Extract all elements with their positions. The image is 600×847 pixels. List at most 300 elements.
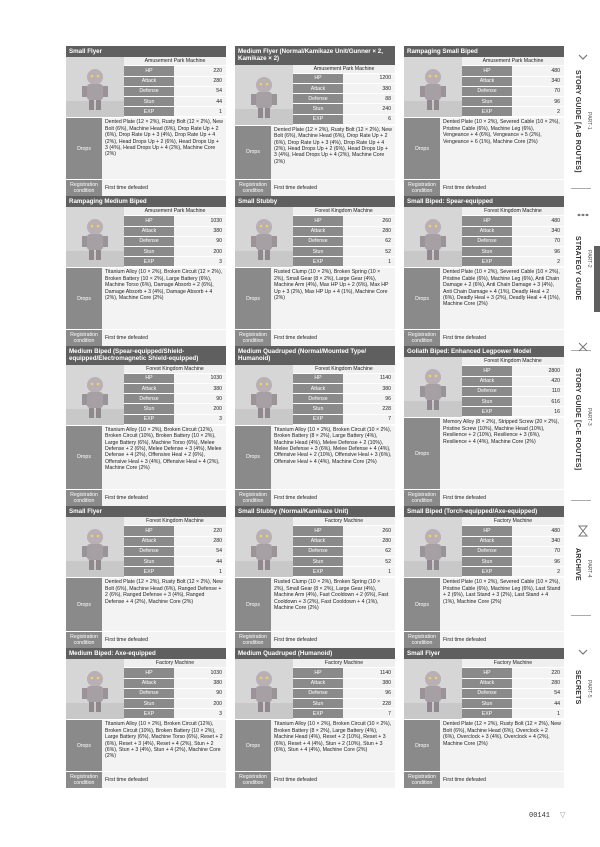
drops-label: Drops xyxy=(235,578,271,631)
registration-row xyxy=(235,772,395,788)
enemy-summary xyxy=(66,207,226,267)
stat-label: Defense xyxy=(462,689,512,698)
stat-label: HP xyxy=(293,216,343,225)
stat-label: Stun xyxy=(462,247,512,256)
stat-value: 228 xyxy=(343,404,395,413)
stat-label: Stun xyxy=(462,699,512,708)
enemy-summary xyxy=(404,57,564,117)
stat-label: HP xyxy=(124,66,174,75)
stat-table xyxy=(124,517,226,577)
stat-row xyxy=(293,115,395,125)
stat-label: Defense xyxy=(462,87,512,96)
registration-text: First time defeated xyxy=(102,772,226,788)
enemy-card xyxy=(66,506,226,648)
stat-label: HP xyxy=(124,668,174,677)
enemy-summary xyxy=(66,659,226,719)
stat-label: HP xyxy=(462,366,512,375)
drops-label: Drops xyxy=(404,578,440,631)
drops-text: Dented Plate (10 × 2%), Severed Cable (10 × 2%), Pristine Cable (6%), Machine Leg (6%), Last Stand + 2 (6%), Last Stand + 3 (2%), Last Stand + 4 (1%), Machine Core (2%) xyxy=(440,578,564,631)
enemy-name: Small Flyer xyxy=(66,506,226,517)
stat-label: Attack xyxy=(124,227,174,236)
registration-label: Registration condition xyxy=(404,490,440,506)
stat-label: Defense xyxy=(293,237,343,246)
robot-portrait xyxy=(404,659,462,719)
stat-label: Defense xyxy=(293,94,343,103)
stat-label: Stun xyxy=(293,104,343,113)
stat-table xyxy=(462,517,564,577)
drops-label: Drops xyxy=(235,426,271,489)
registration-row xyxy=(235,632,395,648)
chevron-icon xyxy=(576,645,590,659)
stat-table xyxy=(293,517,395,577)
hourglass-icon xyxy=(576,524,590,538)
stat-value: 1140 xyxy=(343,374,395,383)
stat-label: Attack xyxy=(462,227,512,236)
registration-text: First time defeated xyxy=(102,180,226,196)
enemy-card xyxy=(66,346,226,506)
drops-text: Dented Plate (12 × 2%), Rusty Bolt (12 × 2%), New Bolt (6%), Machine Head (6%), Drop Rate Up + 2 (6%), Drop Rate Up + 3 (4%), Drop Rate Up + 4 (2%), Head Drops Up + 2 (6%), Head Drops Up + 3 (4%), Head Drops Up + 4 (2%), Machine Core (2%) xyxy=(102,118,226,179)
enemy-location: Forest Kingdom Machine xyxy=(293,207,395,216)
registration-text: First time defeated xyxy=(440,330,564,346)
stat-value: 200 xyxy=(174,247,226,256)
stat-label: EXP xyxy=(124,257,174,266)
stat-row xyxy=(462,216,564,226)
stat-value: 54 xyxy=(174,547,226,556)
stat-label: Stun xyxy=(124,699,174,708)
stat-value: 340 xyxy=(512,77,564,86)
robot-portrait xyxy=(66,659,124,719)
page-chevron-icon: ▽ xyxy=(560,812,566,819)
stat-label: Defense xyxy=(124,547,174,556)
drops-row xyxy=(404,118,564,179)
enemy-card xyxy=(404,346,564,506)
stat-value: 220 xyxy=(174,66,226,75)
stat-row xyxy=(293,526,395,536)
stat-label: Attack xyxy=(293,384,343,393)
chapter-sidebar xyxy=(568,40,600,820)
stat-value: 280 xyxy=(174,77,226,86)
stat-label: EXP xyxy=(124,107,174,116)
stat-row xyxy=(293,216,395,226)
robot-portrait xyxy=(66,517,124,577)
stat-label: HP xyxy=(462,66,512,75)
stat-label: EXP xyxy=(462,257,512,266)
robot-portrait xyxy=(235,659,293,719)
stat-row xyxy=(462,227,564,237)
stat-label: Attack xyxy=(293,537,343,546)
stat-value: 90 xyxy=(174,394,226,403)
drops-row xyxy=(404,268,564,329)
enemy-location: Amusement Park Machine xyxy=(293,65,395,74)
robot-portrait xyxy=(66,365,124,425)
stat-value: 1 xyxy=(343,567,395,576)
stat-row xyxy=(124,567,226,577)
stat-label: EXP xyxy=(293,115,343,124)
stat-label: Defense xyxy=(124,237,174,246)
registration-row xyxy=(404,632,564,648)
stat-label: Attack xyxy=(124,679,174,688)
sidebar-section-part: PART-2 xyxy=(586,250,592,268)
stat-value: 96 xyxy=(512,97,564,106)
stat-value: 1140 xyxy=(343,668,395,677)
stat-value: 2 xyxy=(512,107,564,116)
stat-value: 420 xyxy=(512,377,564,386)
sidebar-section-title[interactable]: STORY GUIDE [C-E ROUTES] xyxy=(574,368,581,471)
stat-row xyxy=(293,689,395,699)
enemy-name: Goliath Biped: Enhanced Legpower Model xyxy=(404,346,564,357)
stat-value: 3 xyxy=(174,257,226,266)
registration-label: Registration condition xyxy=(66,772,102,788)
registration-row xyxy=(404,772,564,788)
enemy-summary xyxy=(404,357,564,417)
enemy-summary xyxy=(66,517,226,577)
enemy-name: Rampaging Medium Biped xyxy=(66,196,226,207)
stat-value: 96 xyxy=(343,689,395,698)
drops-label: Drops xyxy=(66,118,102,179)
enemy-location: Factory Machine xyxy=(462,517,564,526)
enemy-card xyxy=(66,46,226,196)
stat-table xyxy=(462,207,564,267)
registration-text: First time defeated xyxy=(440,632,564,648)
stat-row xyxy=(293,668,395,678)
robot-portrait xyxy=(404,517,462,577)
drops-label: Drops xyxy=(404,118,440,179)
stat-row xyxy=(462,77,564,87)
registration-text: First time defeated xyxy=(271,490,395,506)
stat-row xyxy=(462,557,564,567)
stat-value: 380 xyxy=(174,679,226,688)
enemy-location: Forest Kingdom Machine xyxy=(462,207,564,216)
registration-label: Registration condition xyxy=(66,180,102,196)
stat-row xyxy=(462,377,564,387)
stat-value: 7 xyxy=(343,415,395,424)
stat-value: 340 xyxy=(512,537,564,546)
enemy-summary xyxy=(66,57,226,117)
enemy-card xyxy=(404,196,564,346)
drops-label: Drops xyxy=(404,720,440,771)
stat-value: 280 xyxy=(512,679,564,688)
stat-row xyxy=(293,394,395,404)
stat-label: Defense xyxy=(293,547,343,556)
enemy-card xyxy=(235,196,395,346)
stat-row xyxy=(293,74,395,84)
enemy-card xyxy=(66,648,226,788)
registration-row xyxy=(66,772,226,788)
enemy-name: Medium Quadruped (Normal/Mounted Type/ Humanoid) xyxy=(235,346,395,365)
sidebar-divider xyxy=(571,500,591,501)
stat-row xyxy=(293,709,395,719)
sidebar-section-title[interactable]: SECRETS xyxy=(574,670,581,705)
enemy-name: Small Stubby xyxy=(235,196,395,207)
drops-row xyxy=(235,268,395,329)
registration-row xyxy=(66,330,226,346)
stat-value: 54 xyxy=(174,87,226,96)
registration-label: Registration condition xyxy=(404,632,440,648)
stat-value: 62 xyxy=(343,237,395,246)
stat-row xyxy=(293,384,395,394)
registration-text: First time defeated xyxy=(440,772,564,788)
stat-label: HP xyxy=(293,526,343,535)
stat-table xyxy=(462,57,564,117)
robot-portrait xyxy=(235,65,293,125)
stat-label: EXP xyxy=(124,709,174,718)
registration-row xyxy=(66,632,226,648)
drops-text: Dented Plate (12 × 2%), Rusty Bolt (12 × 2%), New Bolt (6%), Machine Head (6%), Ranged Defense + 2 (6%), Ranged Defense + 3 (4%), Ranged Defense + 4 (2%), Machine Core (2%) xyxy=(102,578,226,631)
stat-row xyxy=(293,567,395,577)
stat-label: Defense xyxy=(462,237,512,246)
robot-portrait xyxy=(235,517,293,577)
stat-label: HP xyxy=(293,374,343,383)
stat-value: 340 xyxy=(512,227,564,236)
enemy-portrait xyxy=(235,65,293,125)
robot-portrait xyxy=(404,57,462,117)
stat-value: 44 xyxy=(174,97,226,106)
stat-label: Stun xyxy=(462,397,512,406)
registration-label: Registration condition xyxy=(235,330,271,346)
drops-label: Drops xyxy=(404,418,440,489)
stat-value: 380 xyxy=(343,84,395,93)
stat-label: HP xyxy=(293,668,343,677)
stat-label: Stun xyxy=(124,404,174,413)
sidebar-section-part: PART-3 xyxy=(586,408,592,426)
stat-label: Stun xyxy=(293,699,343,708)
sidebar-section-title[interactable]: ARCHIVE xyxy=(574,548,581,581)
stat-label: Attack xyxy=(293,679,343,688)
registration-label: Registration condition xyxy=(66,632,102,648)
stat-row xyxy=(462,526,564,536)
stat-value: 200 xyxy=(174,404,226,413)
stat-row xyxy=(124,227,226,237)
stat-value: 1 xyxy=(512,709,564,718)
cross-icon xyxy=(576,340,590,354)
drops-row xyxy=(404,720,564,771)
stat-row xyxy=(124,247,226,257)
stat-value: 90 xyxy=(174,237,226,246)
robot-portrait xyxy=(404,357,462,417)
enemy-location: Factory Machine xyxy=(293,517,395,526)
registration-text: First time defeated xyxy=(271,330,395,346)
enemy-card xyxy=(235,46,395,196)
stat-value: 62 xyxy=(343,547,395,556)
stat-label: Defense xyxy=(293,394,343,403)
registration-row xyxy=(235,180,395,196)
stat-value: 220 xyxy=(174,526,226,535)
enemy-name: Medium Biped: Axe-equipped xyxy=(66,648,226,659)
stat-row xyxy=(124,87,226,97)
stat-value: 280 xyxy=(174,537,226,546)
stat-row xyxy=(124,257,226,267)
stat-row xyxy=(462,567,564,577)
stat-row xyxy=(462,547,564,557)
stat-label: HP xyxy=(462,526,512,535)
stat-row xyxy=(462,407,564,417)
enemy-location: Factory Machine xyxy=(124,659,226,668)
drops-row xyxy=(235,720,395,771)
enemy-card-grid xyxy=(66,46,564,798)
stat-value: 380 xyxy=(343,679,395,688)
sidebar-section-part: PART-4 xyxy=(586,560,592,578)
stat-row xyxy=(293,679,395,689)
enemy-summary xyxy=(66,365,226,425)
enemy-portrait xyxy=(404,207,462,267)
stat-label: Attack xyxy=(462,537,512,546)
drops-row xyxy=(235,578,395,631)
stat-row xyxy=(462,397,564,407)
enemy-portrait xyxy=(235,517,293,577)
drops-text: Titanium Alloy (10 × 2%), Broken Circuit (10 × 2%), Broken Battery (8 × 2%), Large Battery (4%), Machine Head (4%), Reset + 2 (10%), Reset + 3 (6%), Reset + 4 (4%), Stun + 2 (10%), Stun + 3 (6%), Stun + 4 (4%), Machine Core (2%) xyxy=(271,720,395,771)
stat-value: 1200 xyxy=(343,74,395,83)
drops-text: Dented Plate (10 × 2%), Severed Cable (10 × 2%), Pristine Cable (6%), Machine Leg (6%), Vengeance + 4 (6%), Vengeance + 5 (2%), Vengeance + 6 (1%), Machine Core (2%) xyxy=(440,118,564,179)
stat-label: EXP xyxy=(462,567,512,576)
enemy-name: Medium Quadruped (Humanoid) xyxy=(235,648,395,659)
enemy-portrait xyxy=(235,659,293,719)
stat-row xyxy=(293,247,395,257)
enemy-portrait xyxy=(404,357,462,417)
enemy-summary xyxy=(235,517,395,577)
stat-value: 228 xyxy=(343,699,395,708)
stat-label: EXP xyxy=(124,415,174,424)
enemy-portrait xyxy=(404,57,462,117)
stat-row xyxy=(462,237,564,247)
enemy-location: Factory Machine xyxy=(293,659,395,668)
drops-row xyxy=(404,418,564,489)
stat-label: Attack xyxy=(124,537,174,546)
stat-row xyxy=(293,104,395,114)
drops-row xyxy=(66,720,226,771)
active-section-marker xyxy=(594,246,600,312)
stat-label: Attack xyxy=(462,77,512,86)
stat-value: 96 xyxy=(343,394,395,403)
enemy-portrait xyxy=(66,517,124,577)
drops-label: Drops xyxy=(66,268,102,329)
stat-value: 6 xyxy=(343,115,395,124)
enemy-card xyxy=(66,196,226,346)
registration-row xyxy=(404,330,564,346)
robot-portrait xyxy=(66,207,124,267)
stat-value: 1 xyxy=(174,107,226,116)
drops-text: Titanium Alloy (10 × 2%), Broken Circuit (12%), Broken Circuit (10%), Broken Battery (10 × 2%), Large Battery (6%), Machine Torso (6%), Melee Defense + 2 (6%), Melee Defense + 3 (4%), Melee Defense + 4 (2%), Offensive Heal + 2 (6%), Offensive Heal + 3 (4%), Offensive Heal + 4 (2%), Machine Core (2%) xyxy=(102,426,226,489)
registration-label: Registration condition xyxy=(235,632,271,648)
stat-value: 16 xyxy=(512,407,564,416)
robot-portrait xyxy=(235,365,293,425)
sidebar-section-part: PART-5 xyxy=(586,680,592,698)
stat-row xyxy=(124,668,226,678)
registration-text: First time defeated xyxy=(102,632,226,648)
enemy-portrait xyxy=(66,207,124,267)
stat-row xyxy=(124,97,226,107)
stat-value: 70 xyxy=(512,87,564,96)
stat-row xyxy=(462,87,564,97)
stat-value: 260 xyxy=(343,526,395,535)
stat-value: 3 xyxy=(174,709,226,718)
stat-row xyxy=(462,387,564,397)
enemy-location: Factory Machine xyxy=(462,659,564,668)
registration-row xyxy=(404,180,564,196)
sidebar-section-title[interactable]: STORY GUIDE [A-B ROUTES] xyxy=(574,70,581,173)
stat-table xyxy=(293,365,395,425)
enemy-card xyxy=(404,506,564,648)
stat-row xyxy=(462,366,564,376)
enemy-card xyxy=(235,648,395,788)
registration-row xyxy=(235,330,395,346)
dots-icon xyxy=(576,208,590,222)
stat-row xyxy=(124,526,226,536)
stat-table xyxy=(293,207,395,267)
drops-label: Drops xyxy=(235,126,271,179)
stat-row xyxy=(124,77,226,87)
enemy-location: Amusement Park Machine xyxy=(124,57,226,66)
sidebar-section-part: PART-1 xyxy=(586,112,592,130)
sidebar-section-title[interactable]: STRATEGY GUIDE xyxy=(574,236,581,301)
enemy-location: Forest Kingdom Machine xyxy=(124,365,226,374)
stat-value: 200 xyxy=(174,699,226,708)
stat-label: Stun xyxy=(462,97,512,106)
registration-label: Registration condition xyxy=(66,490,102,506)
stat-row xyxy=(293,84,395,94)
stat-value: 2 xyxy=(512,567,564,576)
drops-text: Titanium Alloy (10 × 2%), Broken Circuit (12%), Broken Circuit (10%), Broken Battery (10 × 2%), Large Battery (6%), Machine Torso (6%), Reset + 2 (6%), Reset + 3 (4%), Reset + 4 (2%), Stun + 2 (6%), Stun + 3 (4%), Stun + 4 (2%), Machine Core (2%) xyxy=(102,720,226,771)
stat-row xyxy=(124,394,226,404)
stat-value: 110 xyxy=(512,387,564,396)
stat-value: 70 xyxy=(512,237,564,246)
registration-text: First time defeated xyxy=(440,180,564,196)
drops-text: Titanium Alloy (10 × 2%), Broken Circuit (10 × 2%), Broken Battery (8 × 2%), Large Battery (4%), Machine Head (4%), Melee Defense + 2 (10%), Melee Defense + 3 (6%), Melee Defense + 4 (4%), Offensive Heal + 2 (10%), Offensive Heal + 3 (6%), Offensive Heal + 4 (4%), Machine Core (2%) xyxy=(271,426,395,489)
stat-row xyxy=(124,415,226,425)
drops-text: Dented Plate (12 × 2%), Rusty Bolt (12 × 2%), New Bolt (6%), Machine Head (6%), Drop Rate Up + 2 (6%), Drop Rate Up + 3 (4%), Drop Rate Up + 4 (2%), Head Drops Up + 2 (6%), Head Drops Up + 3 (4%), Head Drops Up + 4 (2%), Machine Core (2%) xyxy=(271,126,395,179)
stat-label: EXP xyxy=(462,407,512,416)
stat-label: Defense xyxy=(124,87,174,96)
registration-label: Registration condition xyxy=(404,180,440,196)
stat-row xyxy=(462,97,564,107)
enemy-name: Small Biped (Torch-equipped/Axe-equipped) xyxy=(404,506,564,517)
stat-row xyxy=(293,237,395,247)
enemy-portrait xyxy=(404,517,462,577)
enemy-card xyxy=(404,648,564,788)
stat-row xyxy=(293,404,395,414)
robot-portrait xyxy=(66,57,124,117)
drops-text: Dented Plate (12 × 2%), Rusty Bolt (12 × 2%), New Bolt (6%), Machine Head (6%), Overclock + 2 (6%), Overclock + 3 (4%), Overclock + 4 (2%), Machine Core (2%) xyxy=(440,720,564,771)
robot-portrait xyxy=(404,207,462,267)
drops-label: Drops xyxy=(66,720,102,771)
stat-row xyxy=(293,257,395,267)
stat-row xyxy=(293,537,395,547)
stat-value: 260 xyxy=(343,216,395,225)
stat-label: Defense xyxy=(293,689,343,698)
stat-label: HP xyxy=(462,668,512,677)
drops-text: Memory Alloy (8 × 2%), Stripped Screw (20 × 2%), Pristine Screw (10%), Machine Head (10%), Resilience + 2 (10%), Resilience + 3 (6%), Resilience + 4 (4%), Machine Core (2%) xyxy=(440,418,564,489)
enemy-summary xyxy=(235,659,395,719)
stat-row xyxy=(124,216,226,226)
stat-table xyxy=(124,207,226,267)
drops-label: Drops xyxy=(235,268,271,329)
stat-value: 280 xyxy=(343,227,395,236)
stat-label: Defense xyxy=(462,547,512,556)
drops-row xyxy=(66,268,226,329)
enemy-name: Small Flyer xyxy=(66,46,226,57)
enemy-location: Forest Kingdom Machine xyxy=(293,365,395,374)
stat-value: 380 xyxy=(174,227,226,236)
stat-value: 52 xyxy=(343,557,395,566)
stat-row xyxy=(293,227,395,237)
registration-text: First time defeated xyxy=(271,632,395,648)
stat-value: 616 xyxy=(512,397,564,406)
registration-label: Registration condition xyxy=(235,180,271,196)
stat-row xyxy=(124,404,226,414)
page-number: 00141 xyxy=(529,812,551,820)
stat-label: Stun xyxy=(293,247,343,256)
stat-label: HP xyxy=(462,216,512,225)
stat-value: 70 xyxy=(512,547,564,556)
